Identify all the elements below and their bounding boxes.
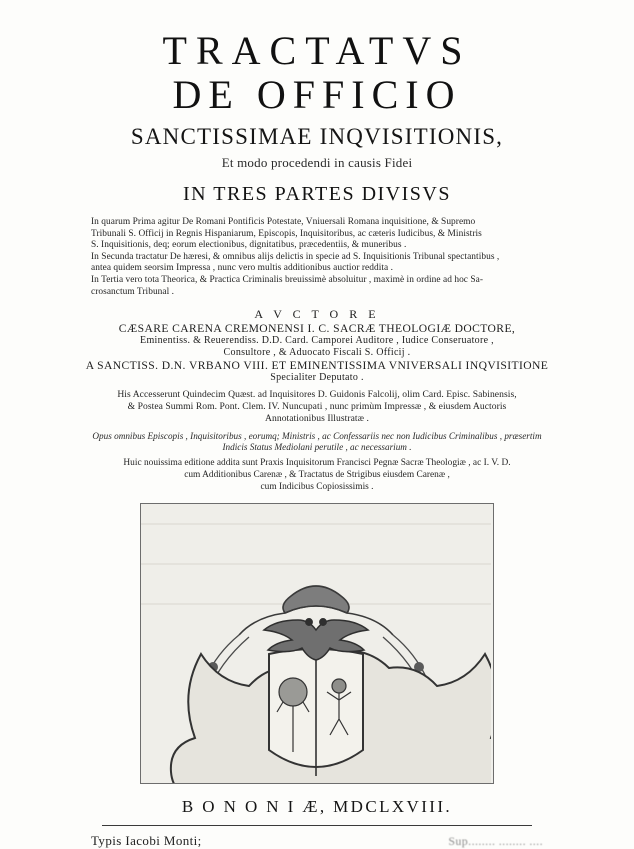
description-line: crosanctum Tribunal . <box>91 286 175 297</box>
description-line: antea quidem seorsim Impressa , nunc vero multis additionibus auctior reddita . <box>91 263 394 274</box>
italic-note-line: Indicis Status Mediolani perutile , ac necessarium . <box>222 441 412 452</box>
printer-imprint: Typis Iacobi Monti; <box>91 833 202 848</box>
edition-note-line: cum Additionibus Carenæ , & Tractatus de Strigibus eiusdem Carenæ , <box>184 469 450 480</box>
footer-row <box>91 833 543 849</box>
page-title-line-4: IN TRES PARTES DIVISVS <box>183 183 451 205</box>
description-line: In Secunda tractatur De hæresi, & omnibus alijs delictis in specie ad S. Inquisitionis Tribunal spectantibus , <box>91 251 500 262</box>
description-line: S. Inquisitionis, deq; eorum electionibus, dignitatibus, præcedentiis, & muneribus . <box>91 240 407 251</box>
italic-note-block <box>82 431 552 454</box>
page-subtitle: Et modo procedendi in causis Fidei <box>221 155 413 170</box>
description-line: Tribunali S. Officij in Regnis Hispaniarum, Episcopis, Inquisitoribus, ac cæteris Iudicibus, & Ministris <box>91 228 482 239</box>
italic-note-line: Opus omnibus Episcopis , Inquisitoribus , eorumq; Ministris , ac Confessariis nec non Iudicibus Criminalibus , præsertim <box>92 430 542 441</box>
author-line: Eminentiss. & Reuerendiss. D.D. Card. Camporei Auditore , Iudice Conseruatore , <box>140 335 494 347</box>
author-line: CÆSARE CARENA CREMONENSI I. C. SACRÆ THEOLOGIÆ DOCTORE, <box>118 322 516 336</box>
horizontal-rule <box>102 825 532 826</box>
engraving-coat-of-arms <box>140 503 494 784</box>
edition-note-line: cum Indicibus Copiosissimis . <box>260 481 374 492</box>
accessit-line: & Postea Summi Rom. Pont. Clem. IV. Nuncupati , nunc primùm Impressæ , & eiusdem Auctoris <box>127 400 507 412</box>
accessit-line: Annotationibus Illustratæ . <box>265 412 369 424</box>
imprint-line: B O N O N I Æ, MDCLXVIII. <box>181 797 453 816</box>
description-block <box>91 217 543 298</box>
page-title-line-2: DE OFFICIO <box>172 72 462 117</box>
permission-note: Sup........ ........ .... <box>448 834 543 848</box>
edition-note-line: Huic nouissima editione addita sunt Praxis Inquisitorum Francisci Pegnæ Sacræ Theologiæ , ac I. V. D. <box>123 458 511 469</box>
page-title-line-1: TRACTATVS <box>162 28 472 73</box>
auctore-label: A V C T O R E <box>254 307 380 322</box>
accessit-line: His Accesserunt Quindecim Quæst. ad Inquisitores D. Guidonis Falcolij, olim Card. Episc. Sabinensis, <box>117 389 517 401</box>
description-line: In Tertia vero tota Theorica, & Practica Criminalis breuissimè absoluitur , maximè in ordine ad hoc Sa- <box>91 274 484 285</box>
author-line: Consultore , & Aduocato Fiscali S. Officij . <box>223 347 411 359</box>
author-line: A SANCTISS. D.N. VRBANO VIII. ET EMINENTISSIMA VNIVERSALI INQVISITIONE <box>85 359 549 373</box>
author-line: Specialiter Deputato . <box>270 372 364 384</box>
description-line: In quarum Prima agitur De Romani Pontificis Potestate, Vniuersali Romana inquisitione, & Supremo <box>91 217 476 227</box>
edition-note-block <box>82 458 552 493</box>
author-block <box>86 322 549 384</box>
accessit-block <box>91 389 543 424</box>
page-title-line-3: SANCTISSIMAE INQVISITIONIS, <box>130 124 504 149</box>
